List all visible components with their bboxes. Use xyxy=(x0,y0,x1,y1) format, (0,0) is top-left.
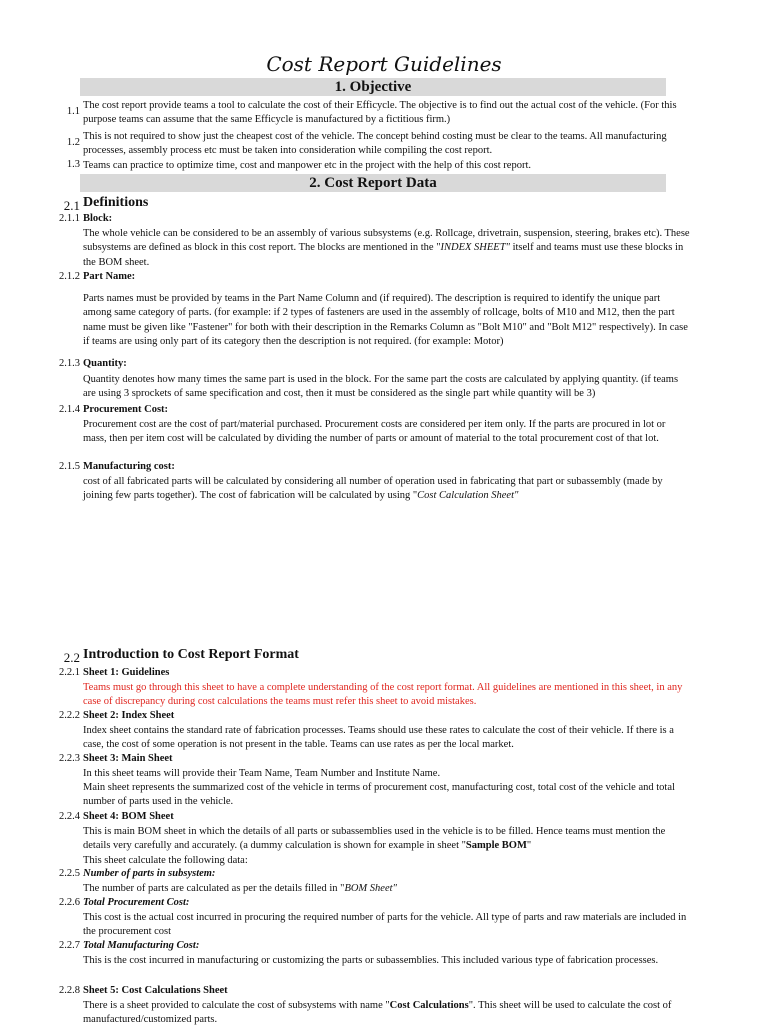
sheet3-text: In this sheet teams will provide their Team Name, Team Number and Institute Name. xyxy=(83,768,441,779)
part-name-text: Parts names must be provided by teams in the Part Name Column and (if required). The description is required to identify the unique part among same category of parts. (for example: if 2 types of fasteners are used in the assembly of rollcage, bolts of M10 and M12, then the part name must be given like "Fastener" for both with their description in the Remarks Column as "Bolt M10" and "Bolt M12" respectively). In case if teams are using only part of its category then the description is not required. (for example: Motor) xyxy=(83,293,688,348)
sheet4-text: This sheet calculate the following data: xyxy=(83,855,248,866)
quantity-heading: Quantity: xyxy=(83,358,127,369)
item-number: 2.2.4 xyxy=(59,811,80,822)
item-number: 1.1 xyxy=(66,106,80,117)
intro-format-heading: Introduction to Cost Report Format xyxy=(83,647,299,662)
part-name-heading: Part Name: xyxy=(83,271,136,282)
item-number: 2.1.3 xyxy=(59,358,80,369)
item-number: 2.2.7 xyxy=(59,940,80,951)
parts-count-heading: Number of parts in subsystem: xyxy=(83,868,216,879)
parts-count-text: The number of parts are calculated as per the details filled in "BOM Sheet" xyxy=(83,883,397,894)
item-number: 2.2.3 xyxy=(59,753,80,764)
sheet4-text: This is main BOM sheet in which the details of all parts or subassemblies used in the vehicle is to be filled. Hence teams must mention the details very carefully and accurately. (a dummy calculation is shown for example in sheet "Sample BOM" xyxy=(83,826,666,852)
item-number: 1.2 xyxy=(66,137,80,148)
item-number: 2.2.2 xyxy=(59,710,80,721)
item-number: 2.1.5 xyxy=(59,461,80,472)
section-cost-report-data-heading: 2. Cost Report Data xyxy=(80,174,666,192)
sheet5-heading: Sheet 5: Cost Calculations Sheet xyxy=(83,985,228,996)
manufacturing-cost-heading: Manufacturing cost: xyxy=(83,461,175,472)
sheet3-heading: Sheet 3: Main Sheet xyxy=(83,753,173,764)
item-number: 2.2.8 xyxy=(59,985,80,996)
objective-text: The cost report provide teams a tool to calculate the cost of their Efficycle. The objective is to find out the actual cost of the vehicle. (For this purpose teams can assume that the same Efficycle is manufactured by a fictitious firm.) xyxy=(83,100,677,126)
page-title: Cost Report Guidelines xyxy=(266,52,502,76)
objective-text: Teams can practice to optimize time, cost and manpower etc in the project with the help of this cost report. xyxy=(83,160,531,171)
sheet1-text: Teams must go through this sheet to have a complete understanding of the cost report format. All guidelines are mentioned in this sheet, in any case of discrepancy during cost calculations the teams must refer this sheet to avoid mistakes. xyxy=(83,682,683,708)
sheet2-heading: Sheet 2: Index Sheet xyxy=(83,710,175,721)
item-number: 2.2.5 xyxy=(59,868,80,879)
item-number: 2.1.2 xyxy=(59,271,80,282)
item-number: 2.2 xyxy=(63,650,80,665)
item-number: 2.2.6 xyxy=(59,897,80,908)
sheet3-text: Main sheet represents the summarized cost of the vehicle in terms of procurement cost, manufacturing cost, total cost of the vehicle and total number of parts used in the vehicle. xyxy=(83,782,675,808)
item-number: 2.1.1 xyxy=(59,213,80,224)
sheet5-text: There is a sheet provided to calculate the cost of subsystems with name "Cost Calculations". This sheet will be used to calculate the cost of manufactured/customized parts. xyxy=(83,1000,672,1026)
procurement-cost-heading: Procurement Cost: xyxy=(83,404,169,415)
item-number: 1.3 xyxy=(66,159,80,170)
sheet1-heading: Sheet 1: Guidelines xyxy=(83,667,170,678)
item-number: 2.1.4 xyxy=(59,404,80,415)
sheet4-heading: Sheet 4: BOM Sheet xyxy=(83,811,174,822)
item-number: 2.1 xyxy=(63,198,80,213)
sheet2-text: Index sheet contains the standard rate of fabrication processes. Teams should use these rates to calculate the cost of their vehicle. If there is a case, the cost of some operation is not present in the table. Teams can use rates as per the local market. xyxy=(83,725,674,751)
procurement-cost-text: Procurement cost are the cost of part/material purchased. Procurement costs are considered per item only. If the parts are procured in lot or mass, then per item cost will be calculated by dividing the number of parts or amount of material to the total procurement cost of that lot. xyxy=(83,419,666,445)
objective-text: This is not required to show just the cheapest cost of the vehicle. The concept behind costing must be clear to the teams. All manufacturing processes, assembly process etc must be taken into consideration while compiling the cost report. xyxy=(83,131,667,157)
item-number: 2.2.1 xyxy=(59,667,80,678)
section-objective-heading: 1. Objective xyxy=(80,78,666,96)
definitions-heading: Definitions xyxy=(83,195,149,210)
quantity-text: Quantity denotes how many times the same part is used in the block. For the same part the costs are calculated by applying quantity. (if teams are using 3 sprockets of same specification and cost, then it must be considered as the single part while quantity will be 3) xyxy=(83,374,679,400)
block-text: The whole vehicle can be considered to be an assembly of various subsystems (e.g. Rollcage, drivetrain, suspension, steering, brakes etc). These subsystems are defined as block in this cost report. The blocks are mentioned in the "INDEX SHEET" itself and teams must use these blocks in the BOM sheet. xyxy=(83,228,690,268)
manufacturing-cost-text: cost of all fabricated parts will be calculated by considering all number of operation used in fabricating that part or subassembly (made by joining few parts together). The cost of fabrication will be calculated by using "Cost Calculation Sheet" xyxy=(83,476,663,502)
total-manufacturing-text: This is the cost incurred in manufacturing or customizing the parts or subassemblies. This included various type of fabrication processes. xyxy=(83,955,659,966)
total-procurement-text: This cost is the actual cost incurred in procuring the required number of parts for the vehicle. All type of parts and raw materials are included in the procurement cost xyxy=(83,912,687,938)
total-procurement-heading: Total Procurement Cost: xyxy=(83,897,190,908)
block-heading: Block: xyxy=(83,213,113,224)
total-manufacturing-heading: Total Manufacturing Cost: xyxy=(83,940,200,951)
